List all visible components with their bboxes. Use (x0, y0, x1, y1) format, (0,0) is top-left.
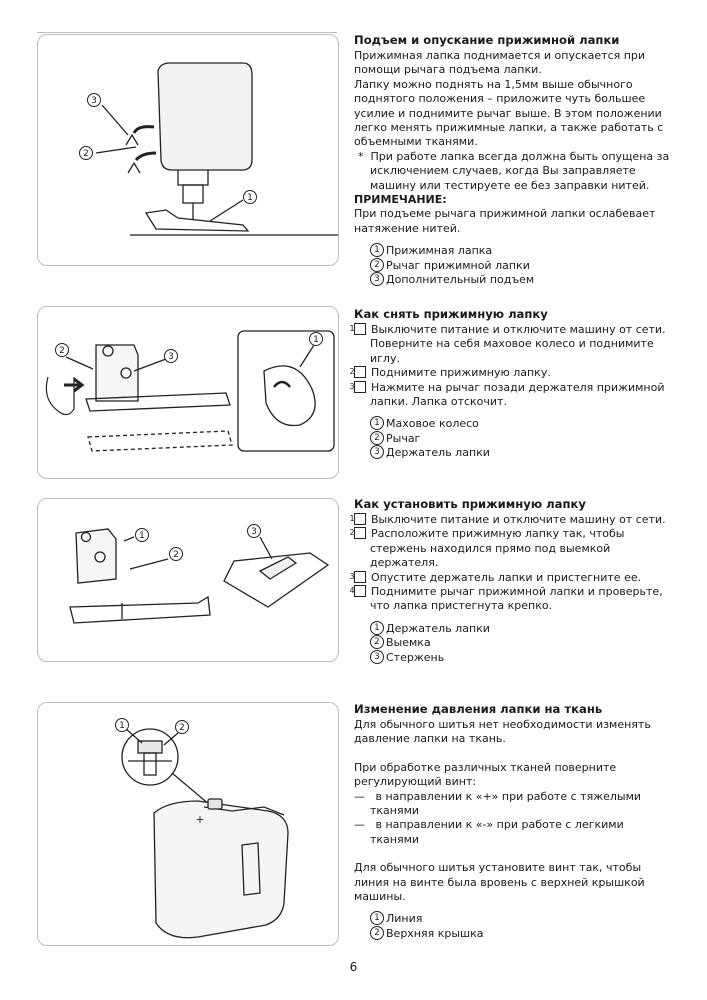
s4-paragraph-3: Для обычного шитья установите винт так, чтобы линия на винте была вровень с верхней крышкой машины. (354, 861, 645, 904)
figure-remove-presser-foot (37, 306, 339, 479)
fig1-callout-1: 1 (247, 193, 253, 203)
s1-note-title: ПРИМЕЧАНИЕ: (354, 193, 447, 207)
figure-attach-presser-foot (37, 498, 339, 662)
fig4-plus-mark: + (195, 813, 205, 826)
s4-bullet: — в направлении к «-» при работе с легкими тканями (354, 818, 624, 846)
figure-presser-foot-lever (37, 34, 339, 266)
s1-paragraph-1: Прижимная лапка поднимается и опускается при помощи рычага подъема лапки. (354, 49, 646, 77)
s3-step: 2 Расположите прижимную лапку так, чтобы стержень находился прямо под выемкой держателя. (349, 527, 625, 570)
asterisk-text: При работе лапка всегда должна быть опущена за исключением случаев, когда Вы заправляете машину или тестируете ее без заправки нитей. (370, 149, 670, 192)
s3-step: 1 Выключите питание и отключите машину от сети. (349, 513, 666, 526)
top-rule (37, 32, 337, 33)
s4-legend (354, 912, 674, 941)
figure-1-drawing (38, 35, 338, 265)
fig1-callout-2: 2 (83, 149, 89, 159)
section-1-title: Подъем и опускание прижимной лапки (354, 33, 620, 47)
legend-item: 3 Стержень (370, 651, 674, 665)
fig2-callout-1: 1 (313, 335, 319, 345)
fig4-callout-1: 1 (119, 721, 125, 731)
fig2-callout-3: 3 (168, 352, 174, 362)
figure-pressure-adjust (37, 702, 339, 946)
legend-item: 3 Держатель лапки (370, 446, 674, 460)
s2-step: 3 Нажмите на рычаг позади держателя прижимной лапки. Лапка отскочит. (349, 380, 665, 409)
page-number: 6 (349, 960, 358, 974)
s4-intro: Для обычного шитья нет необходимости изменять давление лапки на ткань. (354, 718, 651, 746)
section-attach-foot (349, 497, 674, 665)
s4-bullet: — в направлении к «+» при работе с тяжелыми тканями (354, 789, 642, 818)
fig4-callout-2: 2 (179, 723, 185, 733)
fig3-callout-1: 1 (139, 531, 145, 541)
legend-item: 2 Рычаг (370, 432, 674, 446)
section-2-title: Как снять прижимную лапку (354, 307, 548, 321)
legend-item: 2 Верхняя крышка (370, 927, 674, 941)
s2-legend (354, 417, 674, 460)
s1-note-text: При подъеме рычага прижимной лапки ослабевает натяжение нитей. (354, 207, 656, 235)
figure-4-drawing (38, 703, 338, 945)
legend-item: 1 Маховое колесо (370, 417, 674, 431)
legend-item: 1 Держатель лапки (370, 622, 674, 636)
figure-2-drawing (38, 307, 338, 478)
asterisk-mark: * (358, 149, 364, 163)
s4-paragraph-2: При обработке различных тканей поверните регулирующий винт: (354, 760, 617, 789)
s3-step: 4 Поднимите рычаг прижимной лапки и проверьте, что лапка пристегнута крепко. (349, 585, 663, 613)
figure-3-drawing (38, 499, 338, 661)
section-4-title: Изменение давления лапки на ткань (354, 702, 603, 716)
s1-paragraph-2: Лапку можно поднять на 1,5мм выше обычного поднятого положения – приложите чуть большее усилие и поднимите рычаг выше. В этом положении легко менять прижимные лапки, а также работать с объемными тканями. (354, 77, 664, 149)
section-foot-pressure (354, 702, 674, 941)
legend-item: 1 Прижимная лапка (370, 244, 674, 258)
fig3-callout-3: 3 (251, 527, 257, 537)
s1-asterisk-note (354, 150, 674, 193)
legend-item: 2 Выемка (370, 636, 674, 650)
s2-step: 2 Поднимите прижимную лапку. (349, 366, 551, 380)
legend-item: 2 Рычаг прижимной лапки (370, 259, 674, 273)
fig2-callout-2: 2 (59, 346, 65, 356)
fig1-callout-3: 3 (91, 96, 97, 106)
legend-item: 3 Дополнительный подъем (370, 273, 674, 287)
s3-step: 3 Опустите держатель лапки и пристегните ее. (349, 570, 642, 584)
legend-item: 1 Линия (370, 912, 674, 926)
section-lift-lower-foot (354, 33, 674, 287)
s1-legend (354, 244, 674, 287)
s3-legend (354, 622, 674, 665)
s2-step: 1 Выключите питание и отключите машину от сети. Поверните на себя маховое колесо и поднимите иглу. (349, 323, 666, 365)
fig3-callout-2: 2 (173, 550, 179, 560)
section-3-title: Как установить прижимную лапку (354, 497, 586, 511)
section-remove-foot (349, 307, 674, 461)
